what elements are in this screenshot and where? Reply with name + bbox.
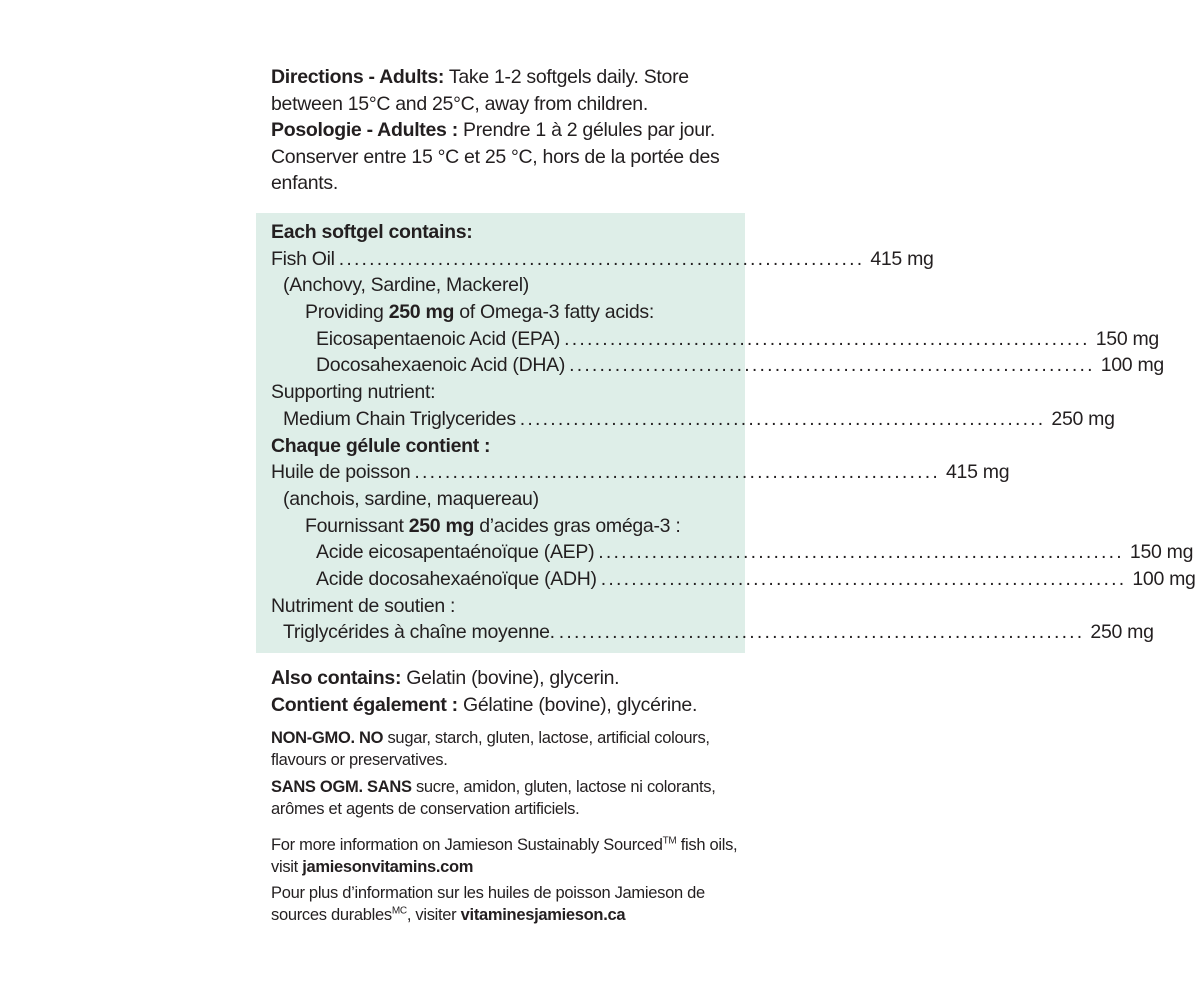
also-contains-fr <box>271 692 741 719</box>
fr-providing-amount: 250 mg <box>408 514 475 537</box>
also-contains-en-label: Also contains: <box>271 667 402 689</box>
mct-name: Medium Chain Triglycerides <box>283 407 516 430</box>
also-contains-fr-text: Gélatine (bovine), glycérine. <box>457 693 698 716</box>
fr-fish-oil-sources <box>271 486 727 513</box>
mct-amount: 250 mg <box>1051 407 1115 430</box>
fr-supporting-label <box>271 593 727 620</box>
dha-name: Docosahexaenoic Acid (DHA) <box>316 354 566 377</box>
supplement-facts-content <box>271 219 1196 646</box>
epa-name: Eicosapentaenoic Acid (EPA) <box>316 327 561 350</box>
providing-amount: 250 mg <box>388 301 455 324</box>
supporting-label-text: Supporting nutrient: <box>271 381 436 404</box>
website-link-fr[interactable]: vitaminesjamieson.ca <box>460 906 626 924</box>
fr-fish-oil-row <box>271 459 1010 486</box>
fr-providing-suffix: d’acides gras oméga-3 : <box>474 514 681 537</box>
non-gmo-en-text: sugar, starch, gluten, lactose, artificial colours, flavours or preservatives. <box>271 729 710 769</box>
non-gmo-section <box>271 727 741 825</box>
more-info-section <box>271 834 741 930</box>
more-info-fr-text2: , visiter <box>406 906 461 924</box>
epa-amount: 150 mg <box>1095 327 1159 350</box>
non-gmo-en-label: NON-GMO. NO <box>271 729 384 747</box>
also-contains-fr-label: Contient également : <box>271 693 458 716</box>
fish-oil-name: Fish Oil <box>271 247 335 270</box>
directions-fr-label: Posologie - Adultes : <box>271 119 458 141</box>
fr-fish-oil-sources-text: (anchois, sardine, maquereau) <box>283 487 539 510</box>
fr-epa-amount: 150 mg <box>1129 541 1194 564</box>
fr-epa-name: Acide eicosapentaénoïque (AEP) <box>316 541 595 564</box>
dot-leader: ..................................................................... <box>519 407 1046 430</box>
more-info-en <box>271 834 741 878</box>
facts-heading-en <box>271 219 727 246</box>
fr-mct-amount: 250 mg <box>1090 621 1154 644</box>
fr-providing-row <box>271 513 727 540</box>
dot-leader: ..................................................................... <box>338 247 865 270</box>
directions-section <box>271 64 741 197</box>
supporting-label <box>271 379 727 406</box>
facts-heading-fr-text: Chaque gélule contient : <box>271 434 491 457</box>
non-gmo-fr-text: sucre, amidon, gluten, lactose ni colorants, arômes et agents de conservation artificiels. <box>271 778 716 818</box>
fish-oil-row <box>271 246 934 273</box>
more-info-en-text: For more information on Jamieson Sustainably Sourced <box>271 836 663 854</box>
dot-leader: ..................................................................... <box>569 354 1095 377</box>
non-gmo-fr <box>271 776 741 820</box>
dot-leader: ..................................................................... <box>564 327 1090 350</box>
dot-leader: ..................................................................... <box>600 567 1127 590</box>
mct-row <box>271 406 1115 433</box>
fr-supporting-label-text: Nutriment de soutien : <box>271 594 456 617</box>
more-info-en-text2: fish oils, visit <box>271 836 738 876</box>
directions-en-text: Take 1-2 softgels daily. Store between 15°C and 25°C, away from children. <box>271 66 689 115</box>
fr-fish-oil-amount: 415 mg <box>946 461 1010 484</box>
providing-row <box>271 299 727 326</box>
marque-mark: MC <box>391 905 407 917</box>
also-contains-en <box>271 665 741 692</box>
also-contains-en-text: Gelatin (bovine), glycerin. <box>401 667 620 689</box>
fr-mct-row <box>271 619 1154 646</box>
more-info-fr-text: Pour plus d’information sur les huiles de poisson Jamieson de sources durables <box>271 884 705 924</box>
fr-mct-name: Triglycérides à chaîne moyenne. <box>283 621 555 644</box>
providing-text <box>305 299 654 326</box>
dot-leader: ..................................................................... <box>598 541 1124 564</box>
fish-oil-sources <box>271 272 727 299</box>
dot-leader: ..................................................................... <box>558 621 1085 644</box>
trademark-mark: TM <box>662 835 677 847</box>
also-contains-section <box>271 665 741 718</box>
providing-prefix: Providing <box>305 301 389 324</box>
fr-fish-oil-name: Huile de poisson <box>271 461 411 484</box>
directions-fr-text: Prendre 1 à 2 gélules par jour. Conserver entre 15 °C et 25 °C, hors de la portée des enfants. <box>271 119 720 194</box>
dha-row <box>271 352 1164 379</box>
directions-fr <box>271 117 741 197</box>
fr-dha-row <box>271 566 1196 593</box>
fish-oil-sources-text: (Anchovy, Sardine, Mackerel) <box>283 274 529 297</box>
website-link-en[interactable]: jamiesonvitamins.com <box>302 858 474 876</box>
directions-en-label: Directions - Adults: <box>271 66 445 88</box>
facts-heading-en-text: Each softgel contains: <box>271 221 473 243</box>
fish-oil-amount: 415 mg <box>870 247 934 270</box>
dot-leader: ..................................................................... <box>414 461 940 484</box>
epa-row <box>271 326 1159 353</box>
fr-dha-name: Acide docosahexaénoïque (ADH) <box>316 567 597 590</box>
dha-amount: 100 mg <box>1100 354 1164 377</box>
fr-providing-text <box>305 513 680 540</box>
supplement-facts-panel <box>256 213 1196 653</box>
providing-suffix: of Omega-3 fatty acids: <box>454 301 654 324</box>
fr-epa-row <box>271 539 1194 566</box>
fr-dha-amount: 100 mg <box>1132 567 1196 590</box>
fr-providing-prefix: Fournissant <box>305 514 409 537</box>
facts-heading-fr <box>271 433 727 460</box>
directions-en <box>271 64 741 117</box>
more-info-fr <box>271 882 741 926</box>
non-gmo-en <box>271 727 741 771</box>
non-gmo-fr-label: SANS OGM. SANS <box>271 778 412 796</box>
